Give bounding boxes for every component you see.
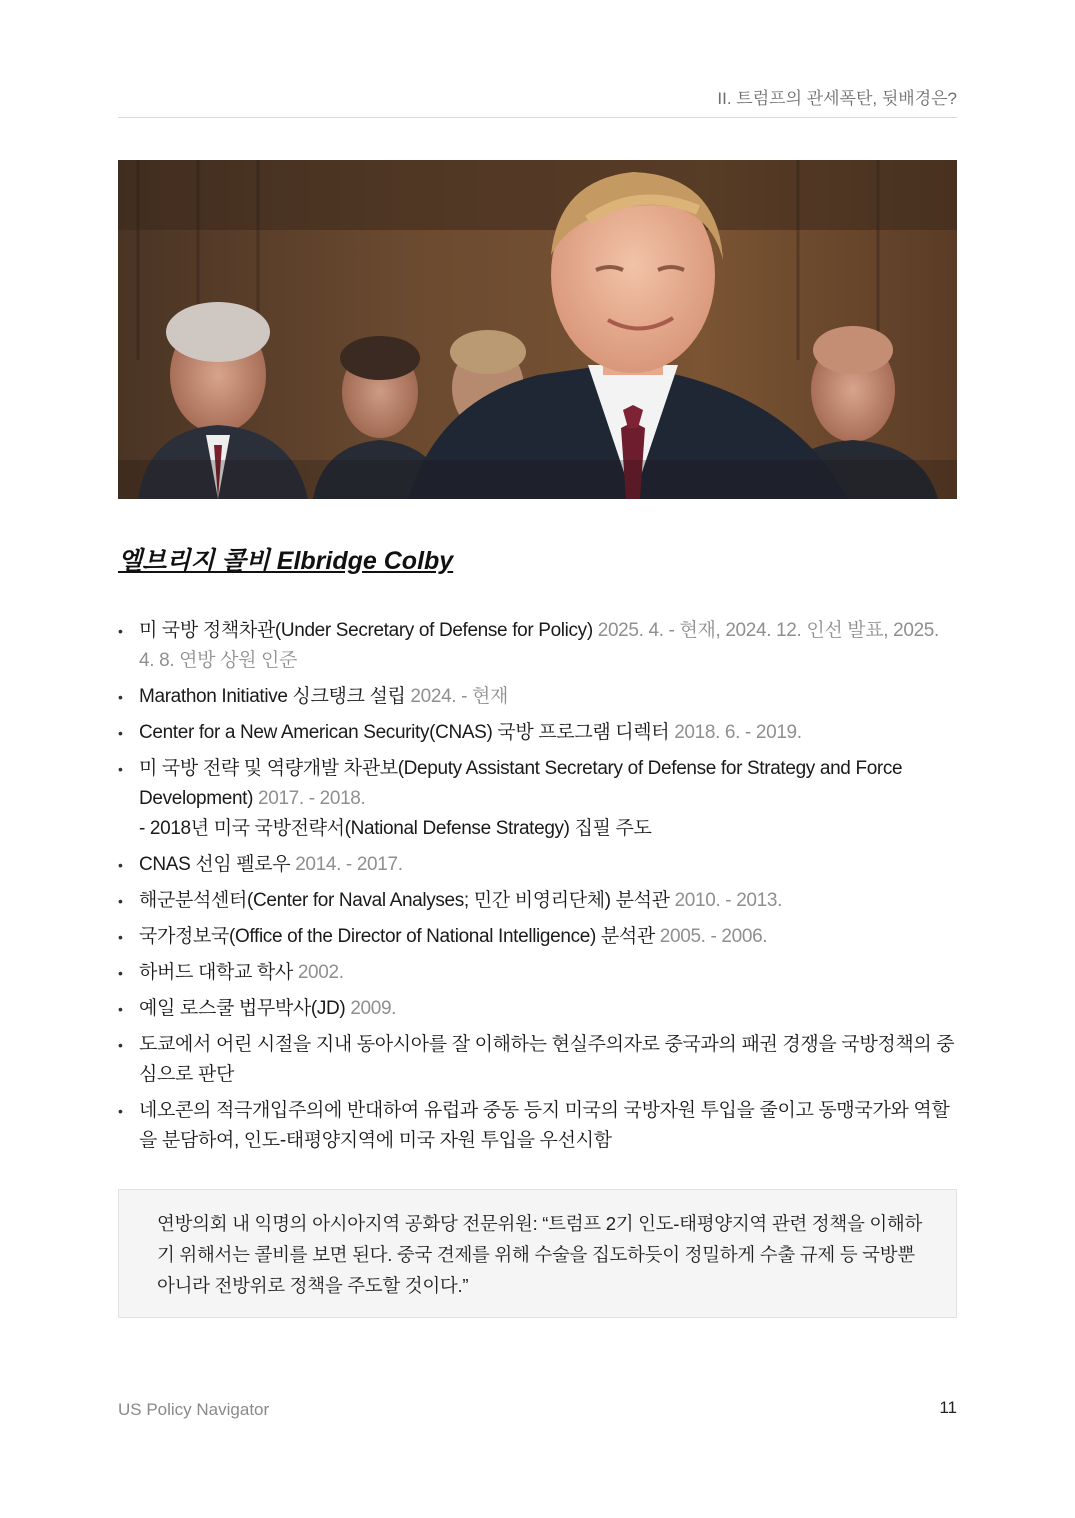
career-text: 미 국방 정책차관(Under Secretary of Defense for Policy) — [139, 620, 598, 641]
career-date: 2002. — [297, 962, 344, 983]
bullet-icon: • — [118, 1037, 123, 1053]
person-name: 엘브리지 콜비 Elbridge Colby — [118, 547, 454, 575]
career-date: 2025. 4. - 현재, 2024. 12. 인선 발표, 2025. 4. 8. 연방 상원 인준 — [139, 620, 939, 671]
career-text: 도쿄에서 어린 시절을 지내 동아시아를 잘 이해하는 현실주의자로 중국과의 패권 경쟁을 국방정책의 중심으로 판단 — [139, 1034, 955, 1085]
list-item — [118, 994, 957, 1024]
bullet-icon: • — [118, 965, 123, 981]
bullet-icon: • — [118, 689, 123, 705]
section-title: II. 트럼프의 관세폭탄, 뒷배경은? — [717, 89, 957, 108]
career-date: 2009. — [350, 998, 397, 1019]
career-text: 네오콘의 적극개입주의에 반대하여 유럽과 중동 등지 미국의 국방자원 투입을 줄이고 동맹국가와 역할을 분담하여, 인도-태평양지역에 미국 자원 투입을 우선시함 — [139, 1100, 950, 1151]
bullet-icon: • — [118, 623, 123, 639]
list-item — [118, 718, 957, 748]
list-item — [118, 958, 957, 988]
portrait-photo — [118, 160, 957, 499]
list-item — [118, 754, 957, 844]
career-date: 2017. - 2018. — [258, 788, 366, 809]
career-text: 하버드 대학교 학사 — [139, 962, 298, 983]
career-text: Marathon Initiative 싱크탱크 설립 — [139, 686, 411, 707]
career-date: 2014. - 2017. — [295, 854, 403, 875]
career-text: Center for a New American Security(CNAS) 국방 프로그램 디렉터 — [139, 722, 675, 743]
quote-box — [118, 1189, 957, 1318]
career-text: 미 국방 전략 및 역량개발 차관보(Deputy Assistant Secretary of Defense for Strategy and Force Development) — [139, 758, 903, 809]
list-item — [118, 1030, 957, 1090]
career-text: 예일 로스쿨 법무박사(JD) — [139, 998, 351, 1019]
bullet-icon: • — [118, 761, 123, 777]
career-text: 국가정보국(Office of the Director of National Intelligence) 분석관 — [139, 926, 660, 947]
list-item — [118, 922, 957, 952]
page-header — [118, 84, 957, 118]
bullet-icon: • — [118, 857, 123, 873]
list-item — [118, 616, 957, 676]
footer-publication: US Policy Navigator — [118, 1400, 270, 1419]
career-text: 해군분석센터(Center for Naval Analyses; 민간 비영리단체) 분석관 — [139, 890, 675, 911]
bullet-icon: • — [118, 893, 123, 909]
career-text: CNAS 선임 펠로우 — [139, 854, 296, 875]
bullet-icon: • — [118, 929, 123, 945]
career-date: 2010. - 2013. — [674, 890, 783, 911]
list-item — [118, 850, 957, 880]
career-date: 2024. - 현재 — [410, 686, 509, 707]
career-note: - 2018년 미국 국방전략서(National Defense Strategy) 집필 주도 — [139, 818, 652, 839]
bullet-icon: • — [118, 725, 123, 741]
page-number: 11 — [939, 1398, 957, 1417]
list-item — [118, 886, 957, 916]
bullet-icon: • — [118, 1001, 123, 1017]
bullet-icon: • — [118, 1103, 123, 1119]
career-list — [118, 616, 957, 1162]
career-date: 2005. - 2006. — [659, 926, 768, 947]
quote-text: 연방의회 내 익명의 아시아지역 공화당 전문위원: “트럼프 2기 인도-태평양지역 관련 정책을 이해하기 위해서는 콜비를 보면 된다. 중국 견제를 위해 수술을 집도하듯이 정밀하게 수출 규제 등 국방뿐 아니라 전방위로 정책을 주도할 것이다.” — [157, 1213, 923, 1296]
list-item — [118, 1096, 957, 1156]
list-item — [118, 682, 957, 712]
career-date: 2018. 6. - 2019. — [674, 722, 802, 743]
